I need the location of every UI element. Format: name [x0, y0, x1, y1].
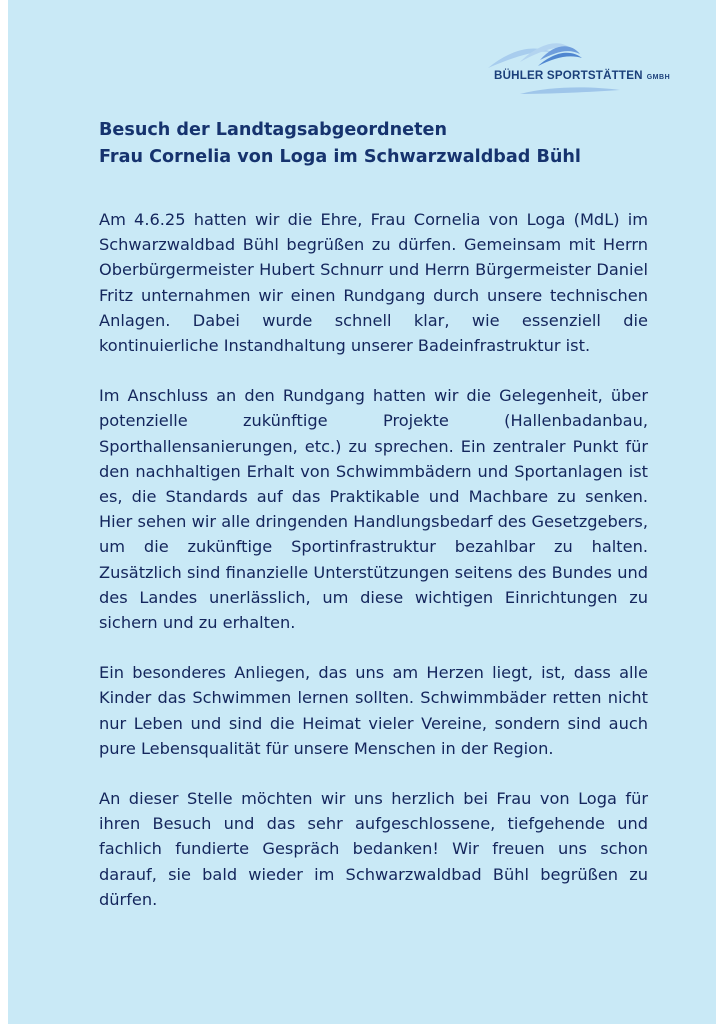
- paragraph-3: Ein besonderes Anliegen, das uns am Herzen liegt, ist, dass alle Kinder das Schwimmen lernen sollten. Schwimmbäder retten nicht nur Leben und sind die Heimat vieler Vereine, sondern sind auch pure Lebensqualität für unsere Menschen in der Region.: [99, 663, 648, 758]
- paragraph-4: An dieser Stelle möchten wir uns herzlich bei Frau von Loga für ihren Besuch und das sehr aufgeschlossene, tiefgehende und fachlich fundierte Gespräch bedanken! Wir freuen uns schon darauf, sie bald wieder im Schwarzwaldbad Bühl begrüßen zu dürfen.: [99, 789, 648, 909]
- logo-wordmark: [494, 69, 670, 82]
- wave-logo-icon: [480, 36, 660, 100]
- page-title: [99, 117, 648, 171]
- logo-suffix: GMBH: [646, 74, 671, 81]
- title-line-2: Frau Cornelia von Loga im Schwarzwaldbad Bühl: [99, 147, 581, 167]
- logo-name: BÜHLER SPORTSTÄTTEN: [494, 69, 643, 82]
- paragraph-1: Am 4.6.25 hatten wir die Ehre, Frau Cornelia von Loga (MdL) im Schwarzwaldbad Bühl begrüßen zu dürfen. Gemeinsam mit Herrn Oberbürgermeister Hubert Schnurr und Herrn Bürgermeister Daniel Fritz unternahmen wir einen Rundgang durch unsere technischen Anlagen. Dabei wurde schnell klar, wie essenziell die kontinuierliche Instandhaltung unserer Badeinfrastruktur ist.: [99, 210, 648, 356]
- company-logo: [480, 36, 671, 100]
- document-background: [8, 0, 716, 1024]
- title-line-1: Besuch der Landtagsabgeordneten: [99, 120, 447, 140]
- document-body: [99, 117, 648, 937]
- paragraph-2: Im Anschluss an den Rundgang hatten wir die Gelegenheit, über potenzielle zukünftige Projekte (Hallenbadanbau, Sporthallensanierungen, etc.) zu sprechen. Ein zentraler Punkt für den nachhaltigen Erhalt von Schwimmbädern und Sportanlagen ist es, die Standards auf das Praktikable und Machbare zu senken. Hier sehen wir alle dringenden Handlungsbedarf des Gesetzgebers, um die zukünftige Sportinfrastruktur bezahlbar zu halten. Zusätzlich sind finanzielle Unterstützungen seitens des Bundes und des Landes unerlässlich, um diese wichtigen Einrichtungen zu sichern und zu erhalten.: [99, 386, 648, 633]
